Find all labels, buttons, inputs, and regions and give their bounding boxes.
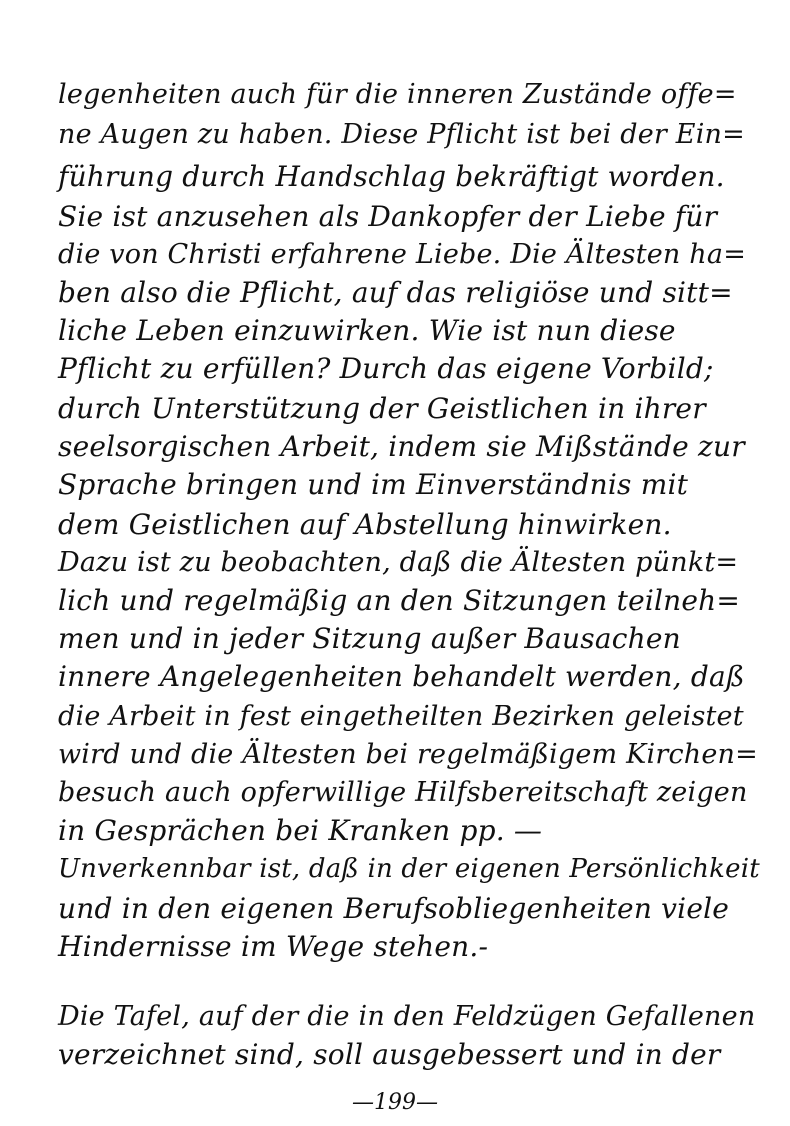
page-number: —199— <box>352 1090 438 1115</box>
text-line-19: besuch auch opferwillige Hilfsbereitschaft zeigen <box>58 777 748 808</box>
text-line-20: in Gesprächen bei Kranken pp. — <box>58 814 543 847</box>
text-line-15: men und in jeder Sitzung außer Bausachen <box>58 622 681 655</box>
text-line-21: Unverkennbar ist, daß in der eigenen Persönlichkeit <box>58 854 760 884</box>
text-line-23: Hindernisse im Wege stehen.- <box>58 930 489 963</box>
text-line-12: dem Geistlichen auf Abstellung hinwirken. <box>58 508 672 541</box>
text-line-4: Sie ist anzusehen als Dankopfer der Liebe für <box>58 200 718 233</box>
text-line-5: die von Christi erfahrene Liebe. Die Ältesten ha= <box>58 239 747 270</box>
text-line-1: legenheiten auch für die inneren Zustände offe= <box>58 79 737 110</box>
text-line-22: und in den eigenen Berufsobliegenheiten viele <box>58 892 730 925</box>
text-line-16: innere Angelegenheiten behandelt werden, daß <box>58 660 745 693</box>
text-line-25: verzeichnet sind, soll ausgebessert und in der <box>58 1038 721 1071</box>
text-line-8: Pflicht zu erfüllen? Durch das eigene Vorbild; <box>58 352 714 385</box>
text-line-9: durch Unterstützung der Geistlichen in ihrer <box>58 392 706 425</box>
text-line-6: ben also die Pflicht, auf das religiöse und sitt= <box>58 276 733 309</box>
text-line-24: Die Tafel, auf der die in den Feldzügen Gefallenen <box>58 1001 756 1032</box>
text-line-17: die Arbeit in fest eingetheilten Bezirken geleistet <box>58 701 744 732</box>
text-line-14: lich und regelmäßig an den Sitzungen teilneh= <box>58 584 741 617</box>
text-line-18: wird und die Ältesten bei regelmäßigem Kirchen= <box>58 739 758 770</box>
text-line-7: liche Leben einzuwirken. Wie ist nun diese <box>58 314 676 347</box>
text-line-10: seelsorgischen Arbeit, indem sie Mißstände zur <box>58 430 745 463</box>
text-line-3: führung durch Handschlag bekräftigt worden. <box>58 160 725 193</box>
text-line-2: ne Augen zu haben. Diese Pflicht ist bei der Ein= <box>58 119 745 150</box>
text-line-13: Dazu ist zu beobachten, daß die Ältesten pünkt= <box>58 547 739 578</box>
text-line-11: Sprache bringen und im Einverständnis mit <box>58 468 689 501</box>
